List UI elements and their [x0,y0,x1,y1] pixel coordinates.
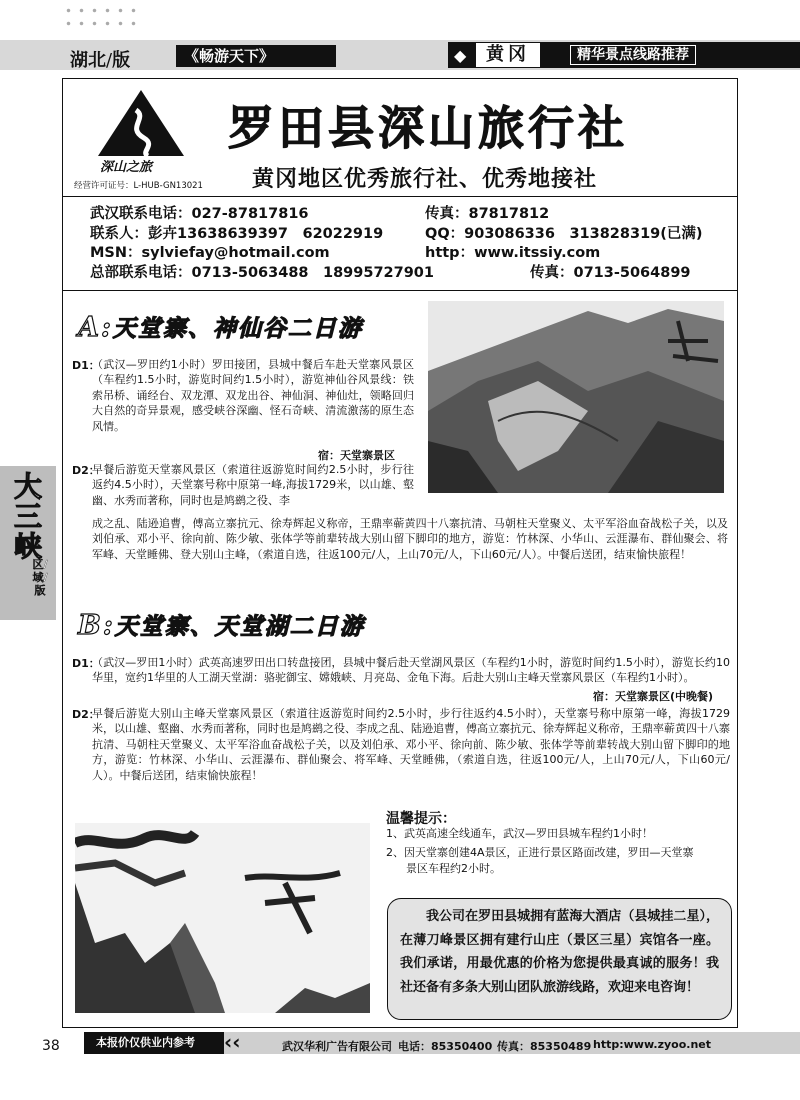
footer-fax: 传真：85350489 [497,1040,592,1053]
tip-item: 景区车程约2小时。 [406,862,501,875]
route-a-d1-label: D1： [72,359,100,372]
promo-banner [448,42,800,68]
route-b-title: B:天堂寨、天堂湖二日游 [78,610,365,641]
column-title: 《畅游天下》 [176,45,336,67]
fax: 传真：87817812 [425,206,550,222]
page-number: 38 [42,1038,60,1054]
route-a-d2-text-b: 成之乱、陆逊追曹，傅高立寨抗元、徐寿辉起义称帝，王鼎率蕲黄四十八寨抗清、马朝柱天堂聚义、太平军浴血奋战松子关，以及刘伯承、邓小平、徐向前、陈少敏、张体学等前辈转战大别山留下脚印的地方，游览：竹林深、小华山、云涯瀑布、群仙聚会、将军峰、天堂睡佛、登大别山主峰，（索道自选，往返100元/人，上山70元/人，下山60元/人）。中餐后送团，结束愉快旅程！ [92,517,728,561]
qq: QQ：903086336 313828319(已满) [425,226,703,242]
diamond-icon: ◆ [454,46,467,65]
tip-item: 2、因天堂寨创建4A景区，正进行景区路面改建，罗田—天堂寨 [386,846,694,859]
agency-name: 罗田县深山旅行社 [228,101,628,155]
logo-text: 深山之旅 [100,160,153,175]
route-a-d2-label: D2： [72,464,100,477]
brand-label: 黄冈 [476,43,540,67]
license-number: 经营许可证号：L-HUB-GN13021 [74,181,203,191]
route-a-d2-text-a: 早餐后游览天堂寨风景区（索道往返游览时间约2.5小时，步行往返约4.5小时），天堂寨号称中原第一峰,海拔1729米，以山雄、壑幽、水秀而著称，同时也是鸠鹚之役、李 [92,463,414,507]
promo-box: 我公司在罗田县城拥有蓝海大酒店（县城挂二星），在薄刀峰景区拥有建行山庄（景区三星）宾馆各一座。我们承诺，用最优惠的价格为您提供最真诚的服务！我社还备有多条大别山团队旅游线路，欢迎来电咨询！ [387,898,732,1020]
footer-url: http:www.zyoo.net [593,1038,711,1051]
side-tab-title: 大三峡 [13,470,42,563]
tips-title: 温馨提示： [386,811,456,827]
msn: MSN：sylviefay@hotmail.com [90,245,330,261]
route-a-stay: 宿：天堂寨景区 [318,449,395,462]
divider [62,196,738,197]
contact-person: 联系人：彭卉13638639397 62022919 [90,226,384,242]
footer-phone: 电话：85350400 [398,1040,493,1053]
route-b-d2-label: D2： [72,708,100,721]
agency-slogan: 黄冈地区优秀旅行社、优秀地接社 [252,166,598,192]
pine-photo [75,823,370,1013]
mountain-logo-icon [96,88,186,158]
footer-notice: 本报价仅供业内参考 [84,1032,224,1054]
promo-tag: 精华景点线路推荐 [570,45,696,65]
footer-company: 武汉华利广告有限公司 [282,1040,392,1053]
mountain-photo [428,301,724,493]
wuhan-phone: 武汉联系电话：027-87817816 [90,206,309,222]
route-a-title: A:天堂寨、神仙谷二日游 [78,312,363,343]
route-b-stay: 宿：天堂寨景区(中晚餐) [593,690,714,703]
divider [62,290,738,291]
dot-pattern [62,4,142,34]
route-b-d2-text: 早餐后游览大别山主峰天堂寨风景区（索道往返游览时间约2.5小时，步行往返约4.5小时），天堂寨号称中原第一峰，海拔1729米，以山雄、壑幽、水秀而著称，同时也是鸠鹚之役、李成之乱、陆逊追曹，傅高立寨抗元、徐寿辉起义称帝，王鼎率蕲黄四十八寨抗清、马朝柱天堂聚义、太平军浴血奋战松子关，以及刘伯承、邓小平、徐向前、陈少敏、张体学等前辈转战大别山留下脚印的地方，游览：竹林深、小华山、云涯瀑布、群仙聚会、将军峰、天堂睡佛，（索道自选，往返100元/人，上山70元/人，下山60元/人）。中餐后送团，结束愉快旅程！ [92,707,730,782]
website: http：www.itssiy.com [425,245,601,261]
tip-item: 1、武英高速全线通车，武汉—罗田县城车程约1小时！ [386,827,653,840]
route-a-d1-text: （武汉—罗田约1小时）罗田接团，县城中餐后车赴天堂寨风景区（车程约1.5小时，游览时间约1.5小时），游览神仙谷风景线：铁索吊桥、诵经台、双龙潭、双龙出谷、神仙洞、神仙灶，领略回归大自然的奇异景观，感受峡谷深幽、怪石奇峡、清流激荡的原生态风情。 [92,358,414,433]
chevron-left-icon: ‹‹ [224,1030,241,1054]
side-tab-subtitle: 区/域/版 [32,558,48,597]
side-tab [0,466,56,620]
hq-phone: 总部联系电话：0713-5063488 18995727901 [90,265,434,281]
route-b-d1-label: D1： [72,657,100,670]
hq-fax: 传真：0713-5064899 [530,265,691,281]
route-b-d1-text: （武汉—罗田1小时）武英高速罗田出口转盘接团，县城中餐后赴天堂湖风景区（车程约1小时，游览时间约1.5小时），游览长约10华里，宽约1华里的人工湖天堂湖：骆驼御宝、嫦娥峡、月亮岛、金龟下海。后赴大别山主峰天堂寨风景区（车程约1小时）。 [92,656,730,685]
region-label: 湖北/版 [70,50,131,71]
